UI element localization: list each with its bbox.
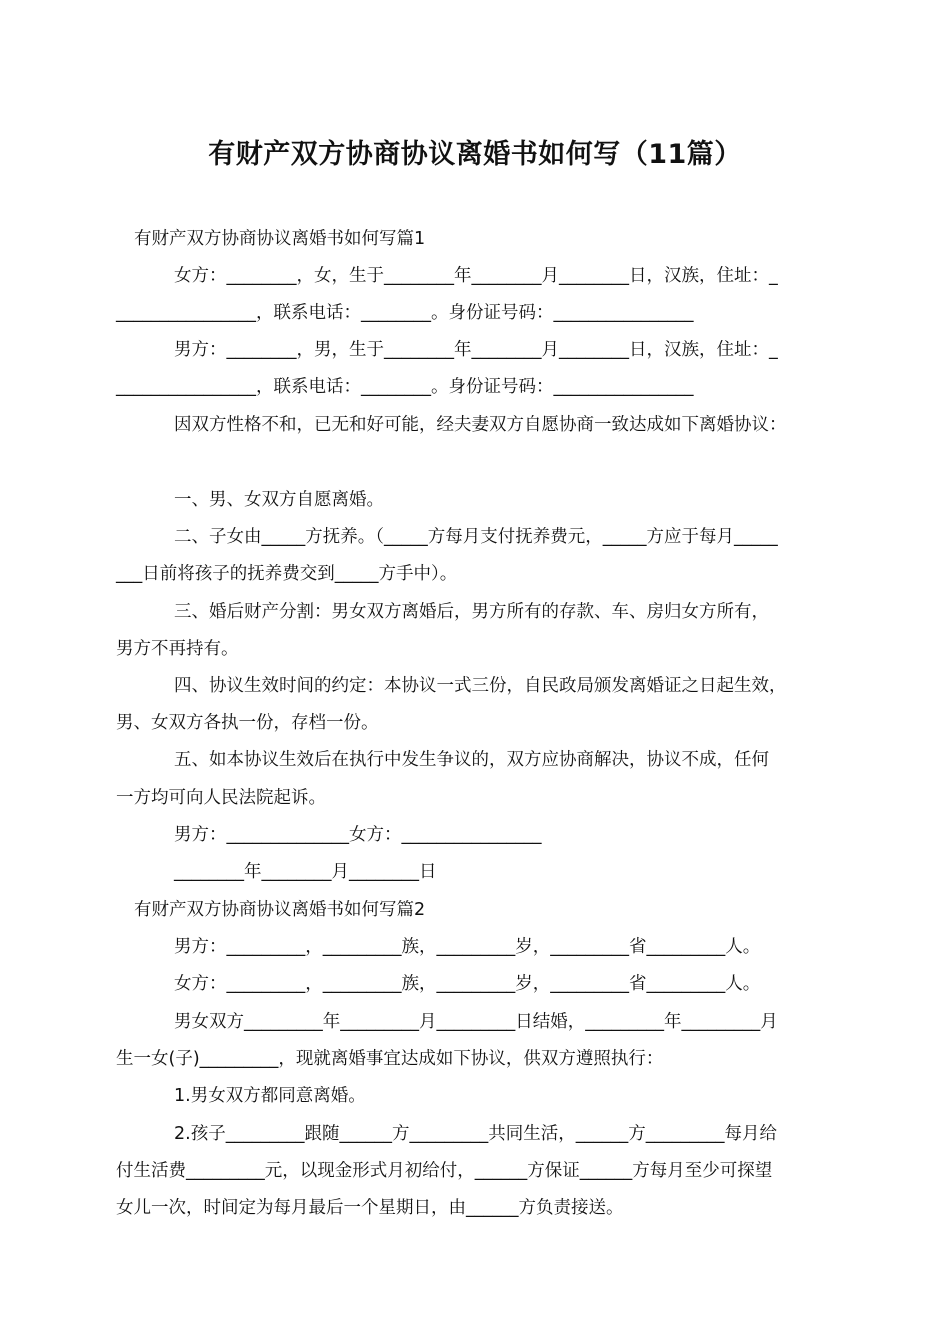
female-party-line: 女方：________，女，生于________年________月________日，汉族，住址：_	[174, 266, 778, 286]
item-2-cont: 付生活费_________元，以现金形式月初给付，______方保证______方每月至少可探望	[116, 1161, 773, 1181]
male-party-info: 男方：_________，_________族，_________岁，_________省_________人。	[174, 937, 761, 957]
male-party-line: 男方：________，男，生于________年________月________日，汉族，住址：_	[174, 340, 778, 360]
marriage-info-cont: 生一女(子)_________，现就离婚事宜达成如下协议，供双方遵照执行：	[116, 1049, 664, 1069]
date-line: ________年________月________日	[174, 862, 437, 882]
section-heading-1: 有财产双方协商协议离婚书如何写篇1	[134, 229, 426, 249]
item-1: 1.男女双方都同意离婚。	[174, 1086, 366, 1106]
clause-2-cont: ___日前将孩子的抚养费交到_____方手中）。	[116, 564, 458, 584]
female-party-line-cont: ________________，联系电话：________。身份证号码：________________	[116, 303, 694, 323]
clause-4-cont: 男、女双方各执一份，存档一份。	[116, 713, 379, 733]
clause-2: 二、子女由_____方抚养。（_____方每月支付抚养费元，_____方应于每月_____	[174, 527, 778, 547]
section-heading-2: 有财产双方协商协议离婚书如何写篇2	[134, 900, 426, 920]
signature-line: 男方：______________女方：________________	[174, 825, 542, 845]
clause-5-cont: 一方均可向人民法院起诉。	[116, 788, 326, 808]
clause-4: 四、协议生效时间的约定：本协议一式三份，自民政局颁发离婚证之日起生效，	[174, 676, 787, 696]
item-2: 2.孩子_________跟随______方_________共同生活，______方_________每月给	[174, 1124, 777, 1144]
clause-3-cont: 男方不再持有。	[116, 639, 239, 659]
female-party-info: 女方：_________，_________族，_________岁，_________省_________人。	[174, 974, 761, 994]
agreement-intro: 因双方性格不和，已无和好可能，经夫妻双方自愿协商一致达成如下离婚协议：	[174, 415, 787, 435]
clause-5: 五、如本协议生效后在执行中发生争议的，双方应协商解决，协议不成，任何	[174, 750, 769, 770]
clause-3: 三、婚后财产分割：男女双方离婚后，男方所有的存款、车、房归女方所有，	[174, 602, 769, 622]
document-title: 有财产双方协商协议离婚书如何写（11篇）	[208, 139, 742, 170]
marriage-info: 男女双方_________年_________月_________日结婚，_________年_________月	[174, 1012, 778, 1032]
item-2-cont-2: 女儿一次，时间定为每月最后一个星期日，由______方负责接送。	[116, 1198, 624, 1218]
male-party-line-cont: ________________，联系电话：________。身份证号码：________________	[116, 377, 694, 397]
clause-1: 一、男、女双方自愿离婚。	[174, 490, 384, 510]
